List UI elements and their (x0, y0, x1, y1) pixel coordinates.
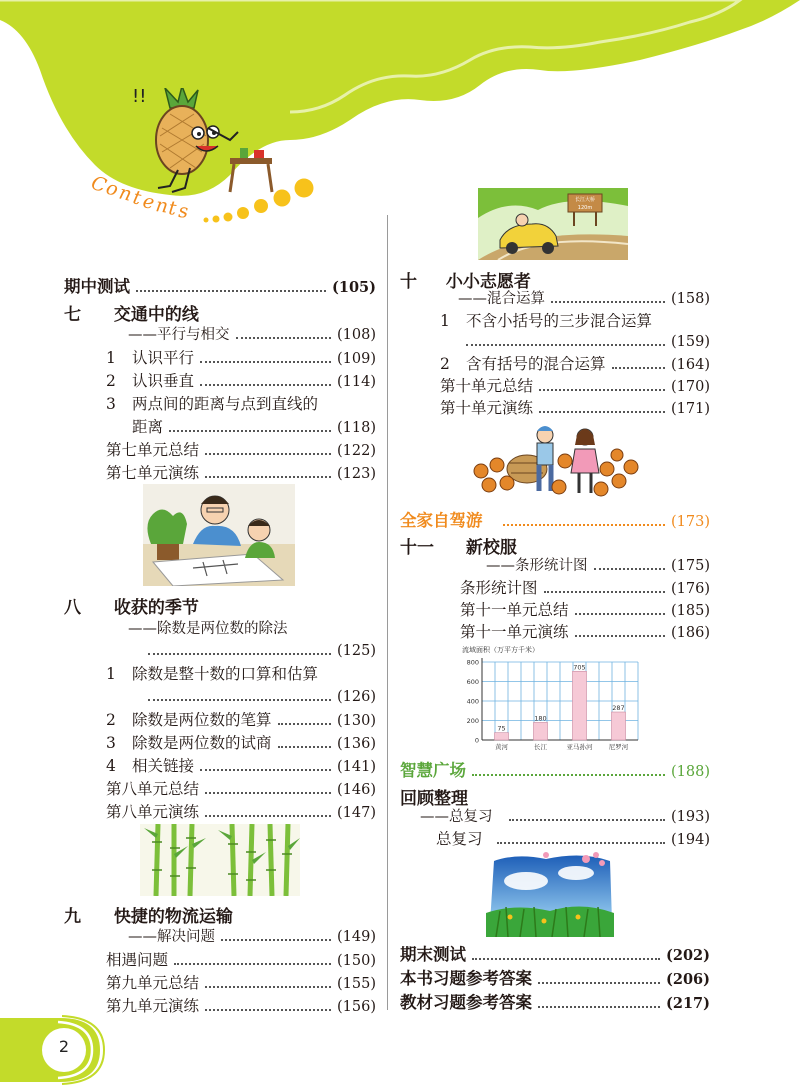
entry-label: ——平行与相交 (128, 327, 230, 343)
bamboo-illustration (140, 824, 300, 896)
entry-label: 两点间的距离与点到直线的 (132, 395, 319, 413)
unit-title: 收获的季节 (113, 598, 199, 618)
entry-page: (206) (666, 971, 710, 988)
toc-entry[interactable] (106, 733, 376, 755)
unit-title: 新校服 (465, 538, 517, 558)
entry-label: 总复习 (436, 830, 483, 848)
unit-7-subtitle[interactable] (128, 325, 376, 347)
leader-dots (236, 337, 332, 339)
toc-entry-family-trip[interactable] (400, 511, 710, 533)
entry-page: (150) (337, 953, 376, 969)
leader-dots (551, 301, 665, 303)
toc-entry[interactable] (106, 371, 376, 393)
unit-11-subtitle[interactable] (486, 556, 710, 578)
unit-8-heading[interactable] (64, 593, 199, 618)
contents-letter: e (141, 190, 157, 214)
leader-dots (200, 769, 331, 771)
entry-first-line[interactable] (440, 311, 652, 331)
contents-letter: s (177, 200, 189, 223)
entry-label: 全家自驾游 (400, 511, 483, 530)
unit-number: 九 (64, 907, 81, 927)
entry-page: (164) (671, 357, 710, 373)
bar-value-label: 705 (573, 663, 586, 672)
entry-page: (173) (671, 514, 710, 530)
x-category-label: 尼罗河 (608, 743, 629, 751)
entry-page: (217) (666, 995, 710, 1012)
road-sign-distance: 120m (577, 205, 593, 211)
entry-number: 2 (106, 372, 116, 390)
leader-dots (544, 591, 665, 593)
contents-heading-decoration (88, 168, 328, 238)
leader-dots (205, 453, 331, 455)
leader-dots (538, 1006, 660, 1008)
unit-number: 七 (64, 305, 81, 325)
entry-label: 除数是两位数的试商 (132, 734, 272, 752)
entry-page: (202) (666, 947, 710, 964)
sky-grass-illustration (486, 851, 614, 937)
leader-dots (205, 476, 331, 478)
y-tick-label: 800 (466, 658, 479, 667)
entry-page: (136) (337, 736, 376, 752)
entry-page: (108) (337, 327, 376, 343)
leader-dots (205, 815, 331, 817)
toc-entry-answers-book[interactable] (400, 969, 710, 991)
entry-page: (118) (337, 420, 376, 436)
entry-page: (156) (337, 999, 376, 1015)
leader-dots (148, 699, 331, 701)
leader-dots (200, 361, 331, 363)
entry-label: ——解决问题 (128, 929, 215, 945)
leader-dots (278, 723, 331, 725)
toc-entry[interactable] (132, 417, 376, 439)
entry-label: ——条形统计图 (486, 558, 588, 574)
leader-dots (594, 568, 666, 570)
entry-label: 第十一单元演练 (460, 623, 569, 641)
entry-page: (109) (337, 351, 376, 367)
x-category-label: 亚马孙河 (566, 743, 593, 751)
leader-dots (148, 653, 331, 655)
leader-dots (278, 746, 331, 748)
leader-dots (200, 384, 331, 386)
entry-number: 1 (106, 665, 116, 683)
leader-dots (503, 524, 666, 526)
entry-page: (149) (337, 929, 376, 945)
svg-text:!!: !! (132, 88, 147, 107)
toc-entry[interactable] (106, 440, 376, 462)
leader-dots (136, 290, 326, 292)
entry-page: (141) (337, 759, 376, 775)
bar (494, 733, 508, 740)
leader-dots (539, 411, 665, 413)
entry-label: 相关链接 (132, 757, 195, 775)
kids-basketballs-illustration (467, 419, 643, 503)
toc-entry[interactable] (148, 641, 376, 663)
entry-number: 4 (106, 757, 116, 775)
entry-page: (159) (671, 334, 710, 350)
entry-label: 期中测试 (64, 277, 130, 296)
bar (533, 722, 547, 740)
entry-number: 1 (106, 349, 116, 367)
y-tick-label: 200 (466, 717, 479, 725)
entry-label: 认识平行 (132, 349, 195, 367)
leader-dots (466, 344, 665, 346)
entry-label: 认识垂直 (132, 372, 195, 390)
unit-7-heading[interactable] (64, 300, 199, 325)
entry-label: 含有括号的混合运算 (466, 355, 606, 373)
leader-dots (538, 982, 660, 984)
entry-page: (175) (671, 558, 710, 574)
entry-label: 相遇问题 (106, 951, 169, 969)
entry-label: 教材习题参考答案 (400, 993, 532, 1012)
entry-page: (170) (671, 379, 710, 395)
toc-entry[interactable] (106, 950, 376, 972)
unit-number: 十 (400, 272, 417, 292)
contents-letter: n (116, 181, 134, 206)
entry-label: 第九单元总结 (106, 974, 200, 992)
contents-letter: n (154, 194, 170, 218)
y-tick-label: 400 (466, 697, 479, 706)
entry-label: ——混合运算 (458, 291, 545, 307)
leader-dots (205, 986, 331, 988)
bar (611, 712, 625, 740)
leader-dots (472, 774, 665, 776)
entry-label: 除数是整十数的口算和估算 (132, 665, 319, 683)
unit-9-subtitle[interactable] (128, 927, 376, 949)
unit-title: 小小志愿者 (445, 272, 531, 292)
entry-label: 智慧广场 (400, 761, 466, 780)
leader-dots (205, 792, 331, 794)
entry-first-line[interactable] (106, 394, 318, 414)
toc-entry-wisdom-square[interactable] (400, 761, 710, 783)
toc-entry[interactable] (466, 332, 710, 354)
toc-entry[interactable] (440, 376, 710, 398)
unit-11-heading[interactable] (400, 533, 517, 558)
river-basin-bar-chart (456, 644, 646, 758)
toc-entry-midterm[interactable] (64, 277, 376, 299)
toc-entry-final-test[interactable] (400, 945, 710, 967)
bar-value-label: 75 (497, 724, 506, 733)
leader-dots (472, 958, 660, 960)
toc-entry[interactable] (106, 802, 376, 824)
entry-page: (171) (671, 401, 710, 417)
unit-title: 快捷的物流运输 (113, 907, 233, 927)
leader-dots (539, 389, 665, 391)
entry-page: (193) (671, 809, 710, 825)
entry-label-continued: 距离 (132, 418, 164, 436)
contents-letter: t (167, 197, 178, 220)
car-road-illustration (478, 188, 628, 260)
entry-page: (186) (671, 625, 710, 641)
leader-dots (205, 1009, 331, 1011)
entry-page: (158) (671, 291, 710, 307)
entry-label: 第十单元总结 (440, 377, 534, 395)
entry-first-line[interactable] (106, 664, 318, 684)
unit-number: 八 (64, 598, 81, 618)
contents-letter: C (88, 171, 110, 198)
leader-dots (174, 963, 331, 965)
leader-dots (612, 367, 665, 369)
entry-page: (105) (332, 279, 376, 296)
page-number: 2 (58, 1037, 70, 1056)
entry-number: 2 (440, 355, 450, 373)
review-heading[interactable] (400, 784, 468, 809)
entry-page: (155) (337, 976, 376, 992)
toc-entry[interactable] (106, 996, 376, 1018)
road-sign-text: 长江大桥 (574, 197, 596, 203)
entry-page: (194) (671, 832, 710, 848)
entry-label: 第七单元演练 (106, 464, 200, 482)
toc-entry[interactable] (148, 687, 376, 709)
entry-number: 1 (440, 312, 450, 330)
y-tick-label: 0 (474, 736, 479, 745)
unit-10-subtitle[interactable] (458, 289, 710, 311)
entry-page: (185) (671, 603, 710, 619)
unit-8-subtitle[interactable] (128, 619, 288, 639)
toc-entry[interactable] (440, 354, 710, 376)
toc-entry[interactable] (106, 973, 376, 995)
toc-entry[interactable] (460, 622, 710, 644)
toc-entry[interactable] (436, 829, 710, 851)
entry-page: (146) (337, 782, 376, 798)
entry-label: 第九单元演练 (106, 997, 200, 1015)
entry-number: 3 (106, 734, 116, 752)
unit-title: 交通中的线 (113, 305, 199, 325)
chart-title: 流域面积（万平方千米） (462, 646, 539, 654)
review-subtitle[interactable] (420, 807, 710, 829)
entry-page: (176) (671, 581, 710, 597)
toc-entry[interactable] (460, 600, 710, 622)
entry-label: ——除数是两位数的除法 (128, 621, 288, 637)
bar-value-label: 180 (534, 714, 547, 723)
entry-page: (126) (337, 689, 376, 705)
bar (572, 671, 586, 740)
entry-label: 不含小括号的三步混合运算 (466, 312, 653, 330)
toc-entry[interactable] (440, 398, 710, 420)
x-category-label: 长江 (534, 743, 547, 751)
entry-label: 第十一单元总结 (460, 601, 569, 619)
toc-entry[interactable] (106, 463, 376, 485)
father-child-drawing-illustration (143, 484, 295, 586)
toc-entry-answers-textbook[interactable] (400, 993, 710, 1015)
entry-label: ——总复习 (420, 809, 493, 825)
y-tick-label: 600 (466, 678, 479, 686)
entry-number: 2 (106, 711, 116, 729)
leader-dots (509, 819, 666, 821)
leader-dots (575, 635, 665, 637)
contents-letter: o (103, 176, 121, 201)
entry-page: (147) (337, 805, 376, 821)
entry-page: (114) (337, 374, 376, 390)
entry-page: (188) (671, 764, 710, 780)
leader-dots (575, 613, 665, 615)
entry-label: 条形统计图 (460, 579, 538, 597)
leader-dots (497, 842, 665, 844)
entry-label: 本书习题参考答案 (400, 969, 532, 988)
entry-page: (122) (337, 443, 376, 459)
unit-9-heading[interactable] (64, 902, 233, 927)
entry-label: 第八单元演练 (106, 803, 200, 821)
entry-label: 第八单元总结 (106, 780, 200, 798)
leader-dots (221, 939, 331, 941)
entry-label: 除数是两位数的笔算 (132, 711, 272, 729)
toc-entry[interactable] (106, 710, 376, 732)
entry-label: 第七单元总结 (106, 441, 200, 459)
column-divider (387, 215, 388, 1010)
leader-dots (169, 430, 331, 432)
contents-letter: t (130, 186, 144, 210)
entry-label: 第十单元演练 (440, 399, 534, 417)
entry-page: (123) (337, 466, 376, 482)
toc-entry[interactable] (106, 756, 376, 778)
toc-entry[interactable] (106, 348, 376, 370)
toc-entry[interactable] (106, 779, 376, 801)
x-category-label: 黄河 (495, 743, 508, 751)
entry-number: 3 (106, 395, 116, 413)
review-title: 回顾整理 (400, 789, 468, 809)
entry-page: (130) (337, 713, 376, 729)
toc-entry[interactable] (460, 578, 710, 600)
unit-number: 十一 (400, 538, 434, 558)
bar-value-label: 287 (612, 704, 625, 713)
entry-label: 期末测试 (400, 945, 466, 964)
entry-page: (125) (337, 643, 376, 659)
